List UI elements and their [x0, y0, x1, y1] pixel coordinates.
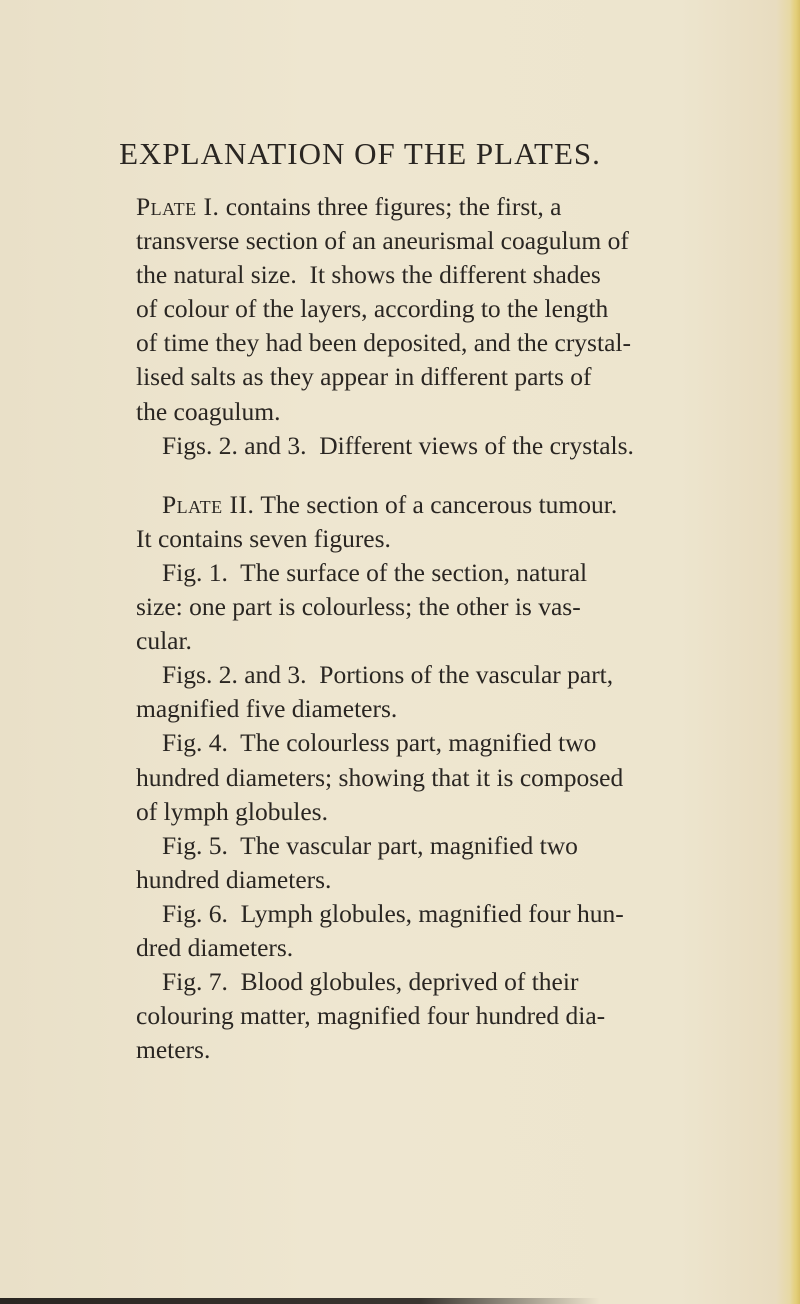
- plate-1-line: transverse section of an aneurismal coagulum of: [136, 226, 629, 256]
- plate-1-line: the coagulum.: [136, 396, 281, 426]
- bottom-edge-rule: [0, 1298, 600, 1304]
- plate-2-line: hundred diameters; showing that it is composed: [136, 762, 624, 792]
- plate-2-line: magnified five diameters.: [136, 694, 398, 724]
- plate-2-line: meters.: [136, 1035, 211, 1065]
- plate-1-line: the natural size. It shows the different shades: [136, 260, 601, 290]
- page-edge-shadow: [790, 0, 800, 1304]
- plate-2-line: Figs. 2. and 3. Portions of the vascular part,: [162, 660, 614, 690]
- plate-1-first-line: [136, 190, 666, 224]
- plate-1-line: of colour of the layers, according to the length: [136, 294, 609, 324]
- plate-1-line: Figs. 2. and 3. Different views of the crystals.: [162, 430, 634, 460]
- plate-2-first-line: [136, 488, 666, 522]
- page-title: EXPLANATION OF THE PLATES.: [119, 136, 601, 171]
- plate-2-line: of lymph globules.: [136, 796, 328, 826]
- plate-2-line: Fig. 4. The colourless part, magnified two: [162, 728, 597, 758]
- plate-2-line: It contains seven figures.: [136, 523, 391, 553]
- plate-2-line: cular.: [136, 626, 192, 656]
- paragraph-gap: [136, 463, 666, 488]
- plate-2-line: colouring matter, magnified four hundred dia-: [136, 1001, 606, 1031]
- plate-1-line: contains three figures; the first, a: [219, 192, 562, 221]
- plate-2-line: The section of a cancerous tumour.: [254, 489, 618, 519]
- plate-2-line: hundred diameters.: [136, 864, 332, 894]
- plate-2-line: Fig. 1. The surface of the section, natural: [162, 557, 588, 587]
- plate-2-line: Fig. 7. Blood globules, deprived of their: [162, 967, 579, 997]
- plate-1-line: of time they had been deposited, and the crystal-: [136, 328, 631, 358]
- plate-2-line: size: one part is colourless; the other is vas-: [136, 592, 581, 622]
- plate-2-line: Fig. 6. Lymph globules, magnified four hun-: [162, 898, 624, 928]
- plate-1-label: Plate I.: [136, 192, 220, 221]
- plate-2-line: dred diameters.: [136, 932, 294, 962]
- plate-1-line: lised salts as they appear in different parts of: [136, 362, 592, 392]
- plate-2-line: Fig. 5. The vascular part, magnified two: [162, 830, 578, 860]
- plate-2-label: Plate II.: [162, 489, 255, 519]
- plates-explanation: [136, 190, 666, 1067]
